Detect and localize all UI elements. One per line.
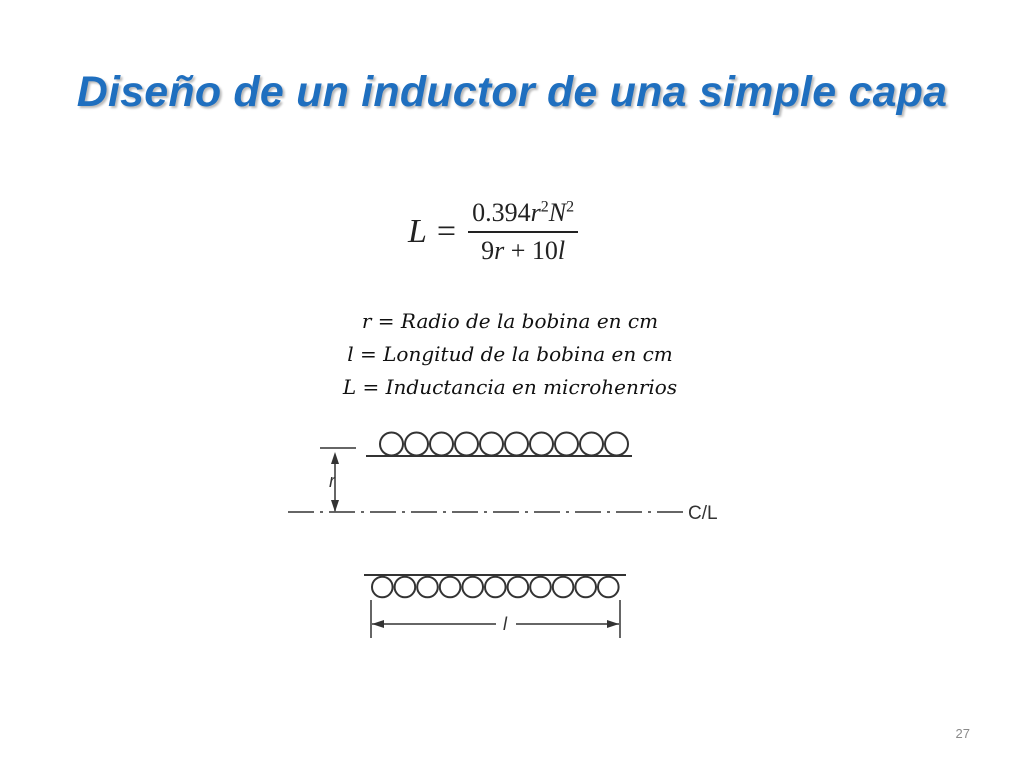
coil-turn — [417, 577, 438, 598]
coil-turn — [580, 433, 603, 456]
coil-turn — [605, 433, 628, 456]
coil-turn — [430, 433, 453, 456]
coil-turn — [405, 433, 428, 456]
definition-radius: r = Radio de la bobina en cm — [361, 309, 659, 333]
formula-denominator: 9r + 10l — [481, 236, 566, 265]
definition-inductance: L = Inductancia en microhenrios — [342, 375, 678, 399]
centerline-label: C/L — [688, 503, 718, 524]
coil-turn — [455, 433, 478, 456]
length-arrow-right — [607, 620, 619, 628]
definition-length: l = Longitud de la bobina en cm — [347, 342, 673, 366]
radius-arrow-bottom — [331, 500, 339, 512]
length-arrow-left — [372, 620, 384, 628]
radius-label: r — [329, 471, 335, 491]
coil-turn — [462, 577, 483, 598]
coil-turn — [505, 433, 528, 456]
formula-numerator: $0.394r^2N^2$ — [472, 198, 575, 227]
coil-turn — [380, 433, 403, 456]
coil-turn — [372, 577, 393, 598]
coil-turn — [530, 433, 553, 456]
formula-equals: = — [436, 213, 457, 250]
coil-top-turns — [380, 433, 628, 456]
coil-turn — [530, 577, 551, 598]
coil-turn — [480, 433, 503, 456]
coil-turn — [395, 577, 416, 598]
coil-turn — [598, 577, 619, 598]
coil-turn — [553, 577, 574, 598]
length-label: l — [503, 614, 507, 634]
formula-lhs: L — [408, 213, 427, 250]
radius-arrow-top — [331, 452, 339, 464]
coil-turn — [440, 577, 461, 598]
slide-title: Diseño de un inductor de una simple capa — [76, 68, 948, 116]
coil-turn — [508, 577, 529, 598]
coil-turn — [555, 433, 578, 456]
page-number: 27 — [955, 726, 970, 741]
coil-bottom-turns — [372, 577, 619, 598]
coil-turn — [575, 577, 596, 598]
coil-turn — [485, 577, 506, 598]
